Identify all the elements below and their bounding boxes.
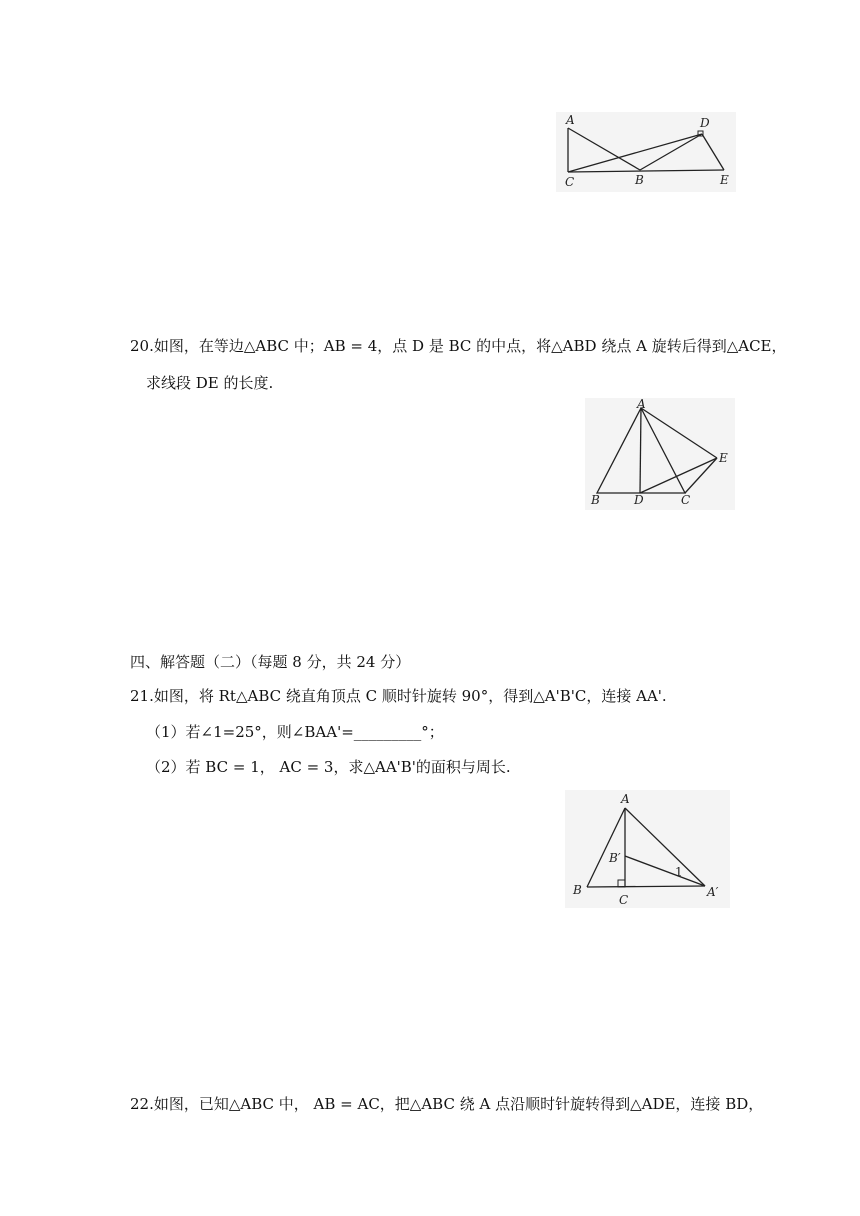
label-b: B — [591, 493, 600, 507]
label-a: A — [566, 113, 575, 127]
label-b-prime: B′ — [609, 851, 621, 865]
label-a-prime: A′ — [707, 885, 719, 899]
label-d: D — [700, 116, 710, 130]
label-e: E — [719, 451, 728, 465]
label-c: C — [619, 893, 629, 907]
label-c: C — [565, 175, 575, 189]
q20-text-line2: 求线段 DE 的长度. — [146, 374, 274, 392]
figure-triangles-acbde — [556, 112, 736, 192]
figure-rotated-right-triangle — [565, 790, 730, 908]
q20-text-line1: 20.如图，在等边△ABC 中；AB = 4，点 D 是 BC 的中点，将△ABD 绕点 A 旋转后得到△ACE， — [130, 337, 787, 355]
label-angle-1: 1 — [675, 865, 683, 879]
label-a: A — [621, 792, 630, 806]
q21-text-line1: 21.如图，将 Rt△ABC 绕直角顶点 C 顺时针旋转 90°，得到△A'B'C，连接 AA'. — [130, 687, 667, 705]
label-d: D — [634, 493, 644, 507]
q21-part1: （1）若∠1=25°，则∠BAA'=_________°； — [146, 723, 444, 741]
section-heading: 四、解答题（二）（每题 8 分，共 24 分） — [130, 653, 411, 671]
figure-equilateral-triangle-abc — [585, 398, 735, 510]
q21-part2: （2）若 BC = 1， AC = 3，求△AA'B'的面积与周长. — [146, 758, 511, 776]
label-a: A — [637, 397, 646, 411]
label-e: E — [720, 173, 729, 187]
label-b: B — [635, 173, 644, 187]
q22-text-line1: 22.如图，已知△ABC 中， AB = AC，把△ABC 绕 A 点沿顺时针旋转得到△ADE，连接 BD， — [130, 1095, 764, 1113]
label-b: B — [573, 883, 582, 897]
label-c: C — [681, 493, 691, 507]
